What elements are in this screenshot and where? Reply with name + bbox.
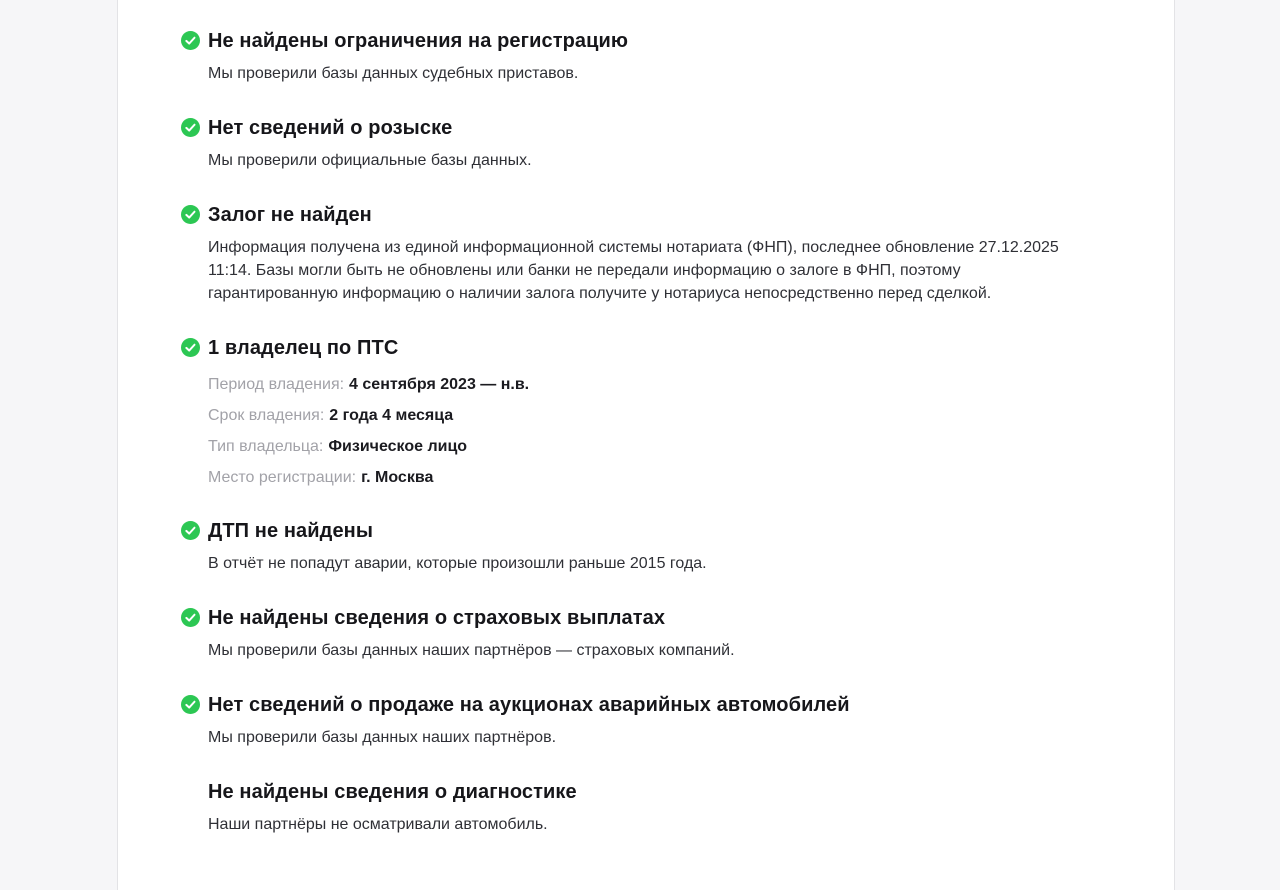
check-circle-icon (181, 338, 200, 357)
detail-label: Тип владельца: (208, 438, 324, 455)
check-description: Мы проверили официальные базы данных. (208, 152, 532, 169)
check-title: Не найдены сведения о страховых выплатах (208, 607, 666, 629)
check-title: Нет сведений о продаже на аукционах аварийных автомобилей (208, 694, 850, 716)
check-title: Не найдены сведения о диагностике (208, 781, 577, 803)
check-circle-icon (181, 118, 200, 137)
detail-row (208, 406, 1074, 426)
check-title: Залог не найден (208, 204, 372, 226)
detail-label: Место регистрации: (208, 469, 357, 486)
check-description: Наши партнёры не осматривали автомобиль. (208, 816, 548, 833)
check-description: Мы проверили базы данных судебных приставов. (208, 65, 579, 82)
check-circle-icon (181, 608, 200, 627)
detail-row (208, 375, 1074, 395)
detail-value: Физическое лицо (328, 438, 468, 455)
check-title: ДТП не найдены (208, 520, 374, 542)
detail-row (208, 468, 1074, 488)
check-results-list (208, 28, 1074, 836)
check-title: 1 владелец по ПТС (208, 337, 399, 359)
check-description: Мы проверили базы данных наших партнёров. (208, 729, 557, 746)
check-section (208, 518, 1074, 575)
check-title: Не найдены ограничения на регистрацию (208, 30, 629, 52)
detail-label: Период владения: (208, 376, 345, 393)
detail-value: 4 сентября 2023 — н.в. (349, 376, 530, 393)
check-section (208, 779, 1074, 836)
check-circle-icon (181, 695, 200, 714)
check-section (208, 202, 1074, 305)
check-circle-icon (181, 31, 200, 50)
check-section (208, 335, 1074, 488)
check-description: Информация получена из единой информационной системы нотариата (ФНП), последнее обновление 27.12.2025 11:14. Базы могли быть не обновлены или банки не передали информацию о залоге в ФНП, поэтому гарантированную информацию о наличии залога получите у нотариуса непосредственно перед сделкой. (208, 239, 1059, 302)
check-section (208, 115, 1074, 172)
check-circle-icon (181, 205, 200, 224)
detail-row (208, 437, 1074, 457)
detail-value: г. Москва (361, 469, 434, 486)
check-section (208, 28, 1074, 85)
check-circle-icon (181, 521, 200, 540)
detail-value: 2 года 4 месяца (329, 407, 454, 424)
check-description: В отчёт не попадут аварии, которые произошли раньше 2015 года. (208, 555, 707, 572)
report-card (117, 0, 1175, 890)
check-section (208, 605, 1074, 662)
detail-label: Срок владения: (208, 407, 325, 424)
check-title: Нет сведений о розыске (208, 117, 453, 139)
check-description: Мы проверили базы данных наших партнёров — страховых компаний. (208, 642, 735, 659)
owner-details (208, 375, 1074, 488)
check-section (208, 692, 1074, 749)
